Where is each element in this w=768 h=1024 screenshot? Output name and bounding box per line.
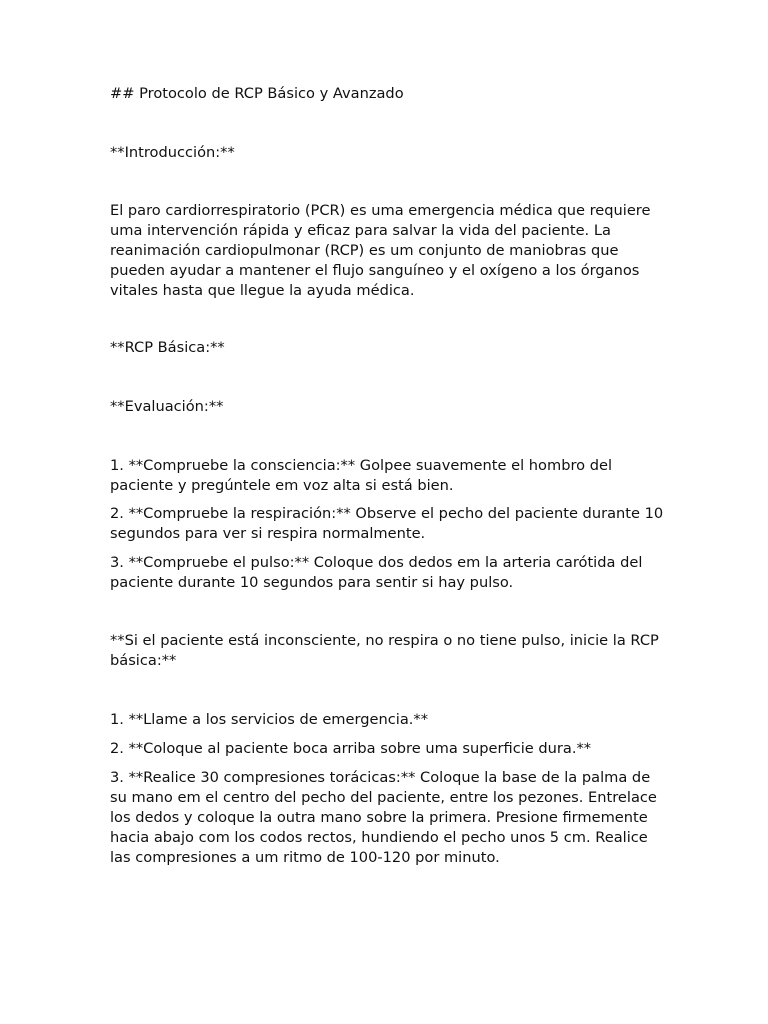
basic-step-1: 1. **Llame a los servicios de emergencia.**: [110, 711, 428, 728]
basic-rcp-heading: **RCP Básica:**: [110, 339, 225, 356]
evaluation-heading: **Evaluación:**: [110, 398, 224, 415]
document-title: ## Protocolo de RCP Básico y Avanzado: [110, 85, 404, 102]
basic-step-3: 3. **Realice 30 compresiones torácicas:** Coloque la base de la palma de su mano em el centro del pecho del paciente, entre los pezones. Entrelace los dedos y coloque la outra mano sobre la primera. Presione firmemente hacia abajo com los codos rectos, hundiendo el pecho unos 5 cm. Realice las compresiones a um ritmo de 100-120 por minuto.: [110, 769, 657, 866]
basic-step-2: 2. **Coloque al paciente boca arriba sobre uma superficie dura.**: [110, 740, 592, 757]
evaluation-step-1: 1. **Compruebe la consciencia:** Golpee suavemente el hombro del paciente y pregúntele em voz alta si está bien.: [110, 457, 613, 494]
evaluation-step-3: 3. **Compruebe el pulso:** Coloque dos dedos em la arteria carótida del paciente durante 10 segundos para sentir si hay pulso.: [110, 554, 643, 591]
evaluation-step-2: 2. **Compruebe la respiración:** Observe el pecho del paciente durante 10 segundos para ver si respira normalmente.: [110, 505, 664, 542]
intro-paragraph: El paro cardiorrespiratorio (PCR) es uma emergencia médica que requiere uma intervención rápida y eficaz para salvar la vida del paciente. La reanimación cardiopulmonar (RCP) es um conjunto de maniobras que pueden ayudar a mantener el flujo sanguíneo y el oxígeno a los órganos vitales hasta que llegue la ayuda médica.: [110, 202, 651, 299]
condition-paragraph: **Si el paciente está inconsciente, no respira o no tiene pulso, inicie la RCP básica:**: [110, 632, 659, 669]
intro-heading: **Introducción:**: [110, 144, 235, 161]
